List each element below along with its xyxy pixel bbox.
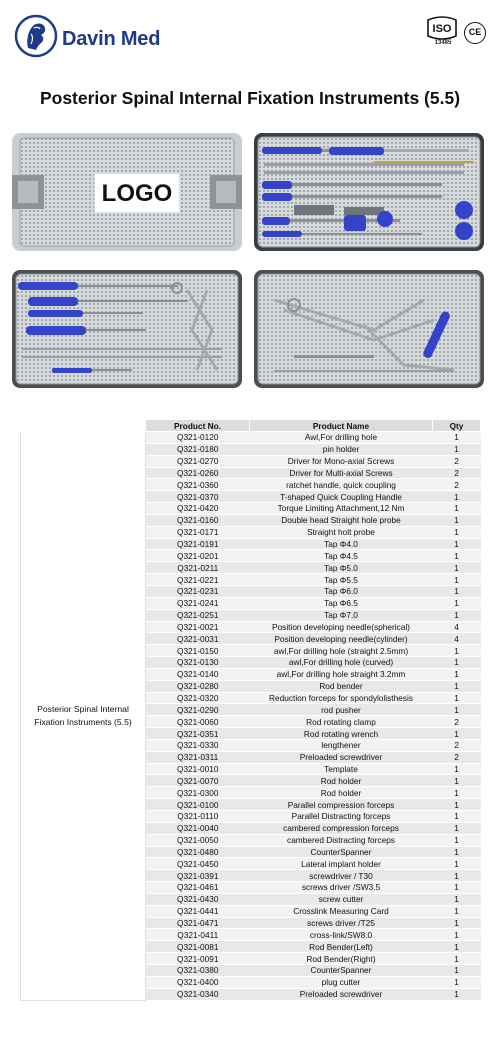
qty-cell: 1 [433,562,481,574]
qty-cell: 1 [433,905,481,917]
page-title: Posterior Spinal Internal Fixation Instruments (5.5) [39,88,461,108]
product-no-cell: Q321-0120 [146,432,250,444]
product-no-cell: Q321-0480 [146,846,250,858]
product-no-cell: Q321-0411 [146,929,250,941]
qty-cell: 4 [433,621,481,633]
qty-cell: 1 [433,645,481,657]
svg-text:ISO: ISO [432,23,452,35]
product-name-cell: Driver for Mono-axial Screws [250,455,433,467]
product-no-cell: Q321-0260 [146,467,250,479]
qty-cell: 1 [433,680,481,692]
qty-cell: 1 [433,704,481,716]
product-name-cell: awl,For drilling hole (straight 2.5mm) [250,645,433,657]
product-no-cell: Q321-0320 [146,692,250,704]
product-name-cell: Reduction forceps for spondylolisthesis [250,692,433,704]
product-no-cell: Q321-0400 [146,976,250,988]
product-table [20,419,481,1001]
qty-cell: 1 [433,503,481,515]
product-name-cell: T-shaped Quick Coupling Handle [250,491,433,503]
product-no-cell: Q321-0370 [146,491,250,503]
qty-cell: 1 [433,799,481,811]
product-no-cell: Q321-0380 [146,964,250,976]
product-no-cell: Q321-0311 [146,751,250,763]
product-no-cell: Q321-0140 [146,668,250,680]
product-name-cell: lengthener [250,739,433,751]
product-no-cell: Q321-0021 [146,621,250,633]
qty-cell: 1 [433,692,481,704]
product-no-cell: Q321-0360 [146,479,250,491]
product-no-cell: Q321-0211 [146,562,250,574]
qty-cell: 1 [433,929,481,941]
qty-cell: 1 [433,953,481,965]
product-name-cell: CounterSpanner [250,846,433,858]
qty-cell: 1 [433,585,481,597]
qty-cell: 1 [433,491,481,503]
product-no-cell: Q321-0251 [146,609,250,621]
product-no-cell: Q321-0330 [146,739,250,751]
brand-name: Davin Med [62,28,161,50]
product-name-cell: Tap Φ6.0 [250,585,433,597]
product-name-cell: Lateral implant holder [250,858,433,870]
qty-cell: 1 [433,811,481,823]
product-name-cell: Parallel compression forceps [250,799,433,811]
lid-logo: LOGO [94,173,180,213]
product-name-cell: awl,For drilling hole (curved) [250,657,433,669]
product-no-cell: Q321-0031 [146,633,250,645]
brand-logo-icon [14,14,58,58]
table-row [21,432,481,444]
ce-mark: CE [464,22,486,44]
product-name-cell: screwdriver / T30 [250,870,433,882]
qty-cell: 1 [433,846,481,858]
product-no-cell: Q321-0130 [146,657,250,669]
header-qty: Qty [433,420,481,432]
qty-cell: 1 [433,988,481,1000]
qty-cell: 1 [433,917,481,929]
product-no-cell: Q321-0091 [146,953,250,965]
product-name-cell: screws driver /T25 [250,917,433,929]
iso-number: 13485 [434,40,452,46]
header-blank [21,420,146,432]
product-no-cell: Q321-0010 [146,763,250,775]
product-no-cell: Q321-0040 [146,822,250,834]
qty-cell: 2 [433,716,481,728]
product-name-cell: pin holder [250,443,433,455]
product-name-cell: Position developing needle(spherical) [250,621,433,633]
qty-cell: 1 [433,858,481,870]
tray-lid-photo [12,133,242,251]
product-no-cell: Q321-0450 [146,858,250,870]
product-no-cell: Q321-0461 [146,882,250,894]
header [0,0,500,70]
product-name-cell: Preloaded screwdriver [250,988,433,1000]
product-name-cell: Rod rotating clamp [250,716,433,728]
qty-cell: 1 [433,550,481,562]
set-name-cell: Posterior Spinal Internal Fixation Instruments (5.5) [21,432,146,1001]
qty-cell: 2 [433,455,481,467]
product-name-cell: Straight holt probe [250,526,433,538]
product-name-cell: Rod rotating wrench [250,728,433,740]
product-name-cell: CounterSpanner [250,964,433,976]
qty-cell: 1 [433,882,481,894]
product-no-cell: Q321-0110 [146,811,250,823]
product-name-cell: plug cutter [250,976,433,988]
product-no-cell: Q321-0150 [146,645,250,657]
qty-cell: 1 [433,443,481,455]
product-no-cell: Q321-0340 [146,988,250,1000]
product-no-cell: Q321-0231 [146,585,250,597]
product-name-cell: ratchet handle, quick coupling [250,479,433,491]
product-no-cell: Q321-0430 [146,893,250,905]
qty-cell: 1 [433,728,481,740]
product-name-cell: cambered Distracting forceps [250,834,433,846]
product-no-cell: Q321-0160 [146,514,250,526]
tray-open-photo-2 [12,270,242,388]
product-no-cell: Q321-0300 [146,787,250,799]
product-name-cell: cambered compression forceps [250,822,433,834]
product-name-cell: Rod bender [250,680,433,692]
tray-open-photo-1 [254,133,484,251]
iso-cert-icon [425,16,459,42]
product-no-cell: Q321-0280 [146,680,250,692]
qty-cell: 2 [433,479,481,491]
product-name-cell: Preloaded screwdriver [250,751,433,763]
qty-cell: 1 [433,941,481,953]
product-no-cell: Q321-0420 [146,503,250,515]
product-name-cell: rod pusher [250,704,433,716]
qty-cell: 1 [433,893,481,905]
product-name-cell: Tap Φ4.0 [250,538,433,550]
qty-cell: 1 [433,964,481,976]
qty-cell: 1 [433,597,481,609]
product-no-cell: Q321-0391 [146,870,250,882]
qty-cell: 1 [433,787,481,799]
product-name-cell: screw cutter [250,893,433,905]
qty-cell: 1 [433,763,481,775]
product-name-cell: Crosslink Measuring Card [250,905,433,917]
qty-cell: 1 [433,526,481,538]
qty-cell: 1 [433,538,481,550]
qty-cell: 1 [433,834,481,846]
qty-cell: 1 [433,822,481,834]
product-no-cell: Q321-0290 [146,704,250,716]
product-name-cell: Template [250,763,433,775]
product-no-cell: Q321-0351 [146,728,250,740]
product-name-cell: Position developing needle(cylinder) [250,633,433,645]
tray-open-photo-3 [254,270,484,388]
product-name-cell: Parallel Distracting forceps [250,811,433,823]
product-no-cell: Q321-0471 [146,917,250,929]
product-no-cell: Q321-0270 [146,455,250,467]
product-no-cell: Q321-0180 [146,443,250,455]
table-header-row [21,420,481,432]
product-name-cell: screws driver /SW3.5 [250,882,433,894]
product-no-cell: Q321-0201 [146,550,250,562]
product-name-cell: awl,For drilling hole straight 3.2mm [250,668,433,680]
product-name-cell: Rod holder [250,775,433,787]
qty-cell: 4 [433,633,481,645]
product-no-cell: Q321-0191 [146,538,250,550]
product-no-cell: Q321-0081 [146,941,250,953]
product-no-cell: Q321-0171 [146,526,250,538]
header-product-no: Product No. [146,420,250,432]
product-name-cell: Rod holder [250,787,433,799]
qty-cell: 2 [433,739,481,751]
qty-cell: 2 [433,467,481,479]
product-name-cell: Double head Straight hole probe [250,514,433,526]
qty-cell: 1 [433,609,481,621]
product-name-cell: Tap Φ4.5 [250,550,433,562]
qty-cell: 2 [433,751,481,763]
product-no-cell: Q321-0221 [146,574,250,586]
product-name-cell: Tap Φ7.0 [250,609,433,621]
qty-cell: 1 [433,574,481,586]
qty-cell: 1 [433,657,481,669]
qty-cell: 1 [433,976,481,988]
product-no-cell: Q321-0441 [146,905,250,917]
product-no-cell: Q321-0060 [146,716,250,728]
qty-cell: 1 [433,668,481,680]
product-name-cell: Rod Bender(Right) [250,953,433,965]
qty-cell: 1 [433,775,481,787]
product-name-cell: Tap Φ5.5 [250,574,433,586]
qty-cell: 1 [433,514,481,526]
product-no-cell: Q321-0241 [146,597,250,609]
product-name-cell: Torque Limiting Attachment,12 Nm [250,503,433,515]
product-name-cell: Awl,For drilling hole [250,432,433,444]
product-name-cell: Driver for Multi-axial Screws [250,467,433,479]
product-no-cell: Q321-0100 [146,799,250,811]
product-no-cell: Q321-0050 [146,834,250,846]
qty-cell: 1 [433,870,481,882]
product-name-cell: Tap Φ5.0 [250,562,433,574]
product-name-cell: Rod Bender(Left) [250,941,433,953]
product-no-cell: Q321-0070 [146,775,250,787]
qty-cell: 1 [433,432,481,444]
product-name-cell: Tap Φ6.5 [250,597,433,609]
product-name-cell: cross-link/SW8.0 [250,929,433,941]
header-product-name: Product Name [250,420,433,432]
